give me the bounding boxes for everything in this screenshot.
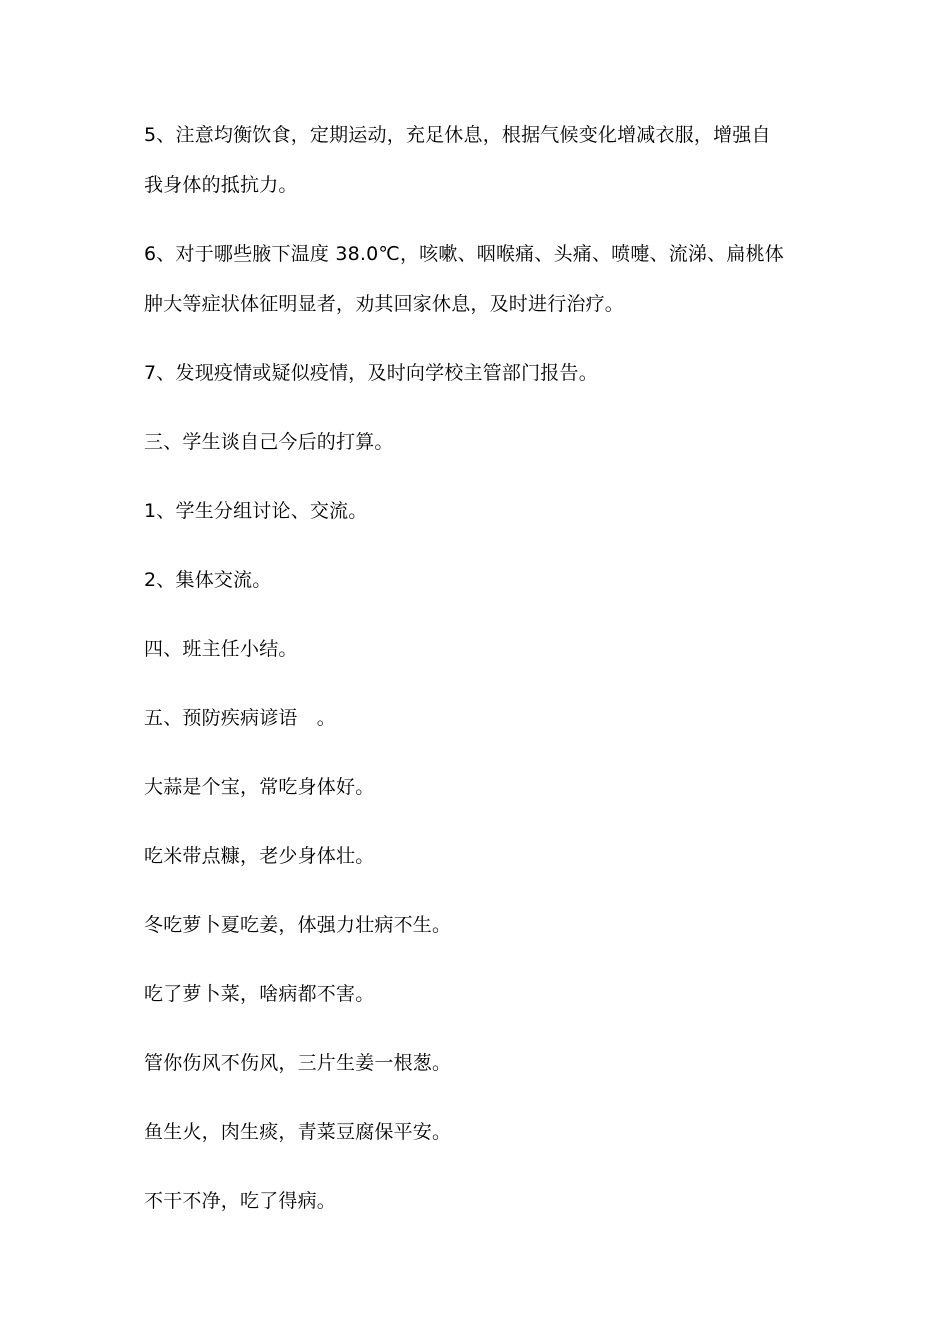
proverb-2: 吃米带点糠，老少身体壮。 xyxy=(144,845,375,867)
proverb-4: 吃了萝卜菜，啥病都不害。 xyxy=(144,983,375,1005)
proverb-6: 鱼生火，肉生痰，青菜豆腐保平安。 xyxy=(144,1121,452,1143)
section-3-item-1: 1、学生分组讨论、交流。 xyxy=(144,500,368,522)
paragraph-5-line-1: 5、注意均衡饮食，定期运动，充足休息，根据气候变化增减衣服，增强自 xyxy=(144,124,771,146)
proverb-3: 冬吃萝卜夏吃姜，体强力壮病不生。 xyxy=(144,914,452,936)
paragraph-7: 7、发现疫情或疑似疫情，及时向学校主管部门报告。 xyxy=(144,362,598,384)
paragraph-6-line-1: 6、对于哪些腋下温度 38.0℃，咳嗽、咽喉痛、头痛、喷嚏、流涕、扁桃体 xyxy=(144,243,784,265)
section-5-heading: 五、预防疾病谚语 。 xyxy=(144,707,337,729)
section-3-item-2: 2、集体交流。 xyxy=(144,569,272,591)
paragraph-6-line-2: 肿大等症状体征明显者，劝其回家休息，及时进行治疗。 xyxy=(144,293,625,315)
section-3-heading: 三、学生谈自己今后的打算。 xyxy=(144,431,394,453)
paragraph-5-line-2: 我身体的抵抗力。 xyxy=(144,174,298,196)
proverb-5: 管你伤风不伤风，三片生姜一根葱。 xyxy=(144,1052,452,1074)
section-4-heading: 四、班主任小结。 xyxy=(144,638,298,660)
proverb-1: 大蒜是个宝，常吃身体好。 xyxy=(144,776,375,798)
proverb-7: 不干不净，吃了得病。 xyxy=(144,1190,337,1212)
